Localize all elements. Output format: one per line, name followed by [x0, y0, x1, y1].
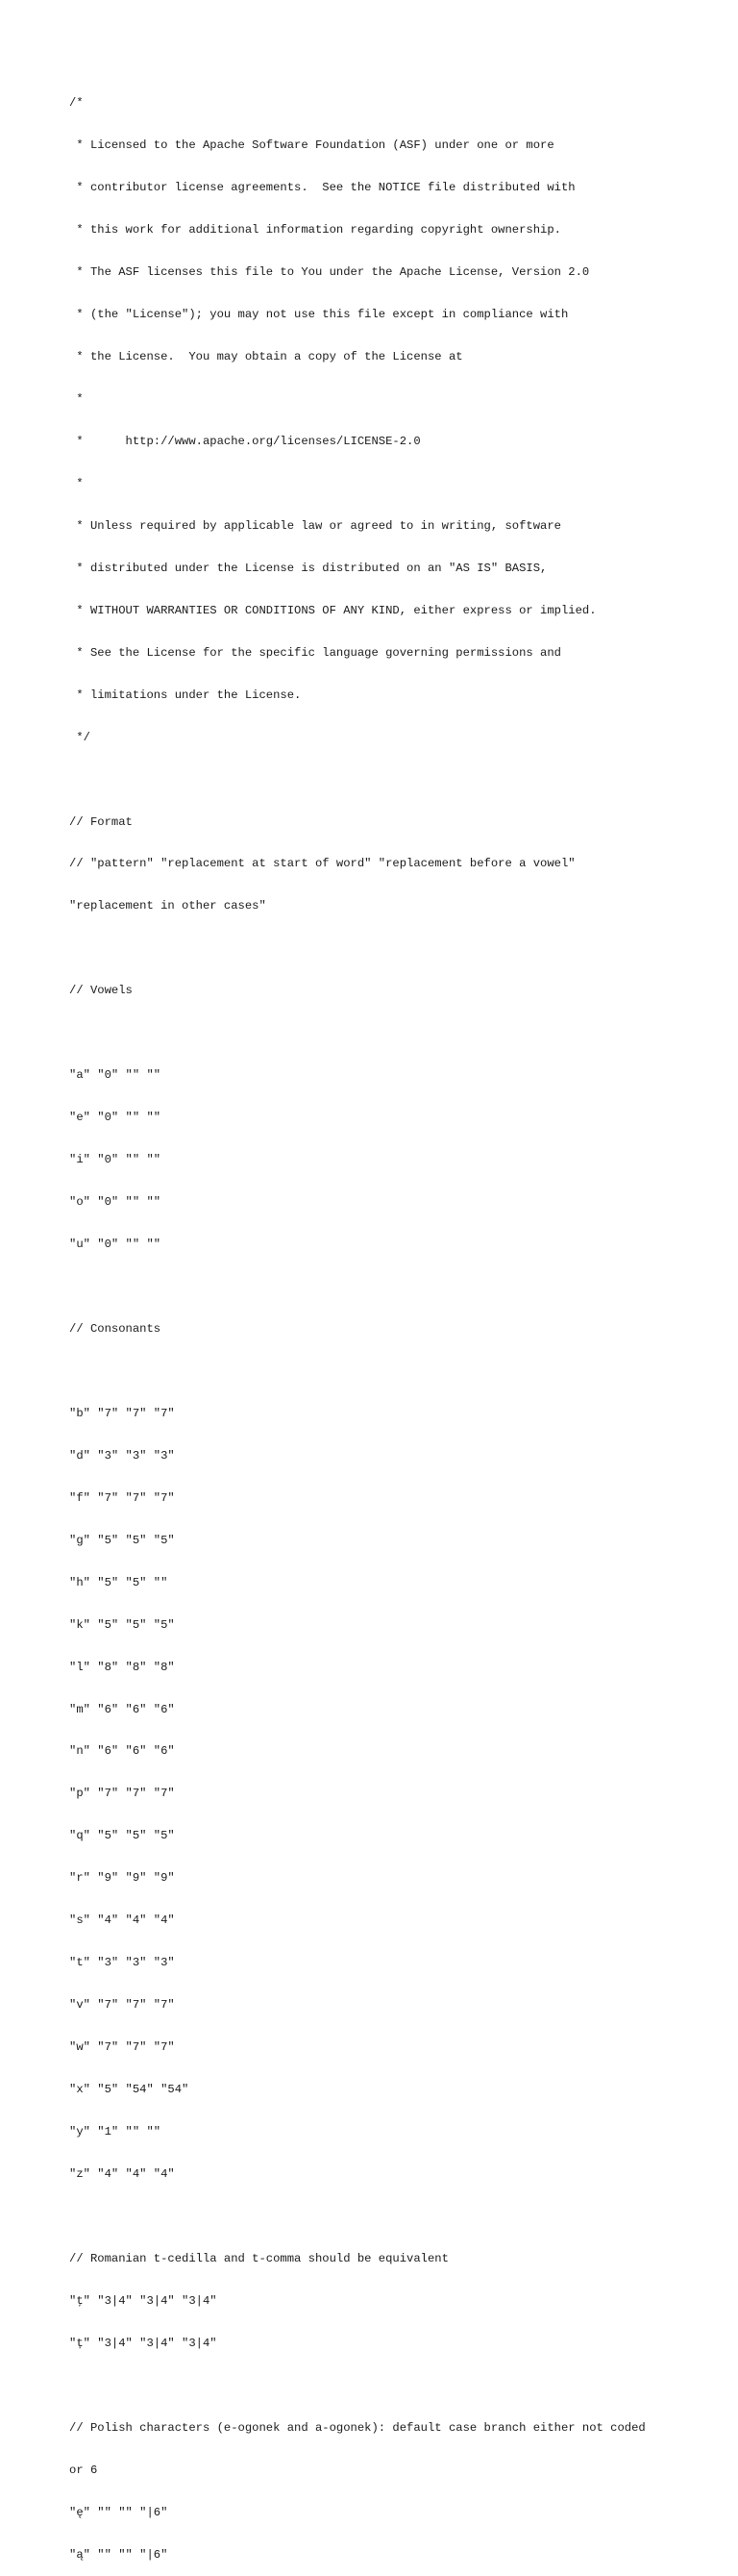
rule-row: "u" "0" "" "" [69, 1238, 161, 1252]
rule-row: "y" "1" "" "" [69, 2125, 161, 2139]
rule-row: "p" "7" "7" "7" [69, 1787, 175, 1801]
license-line: * The ASF licenses this file to You under the Apache License, Version 2.0 [69, 265, 590, 280]
blank-line [69, 1364, 684, 1379]
section-heading-consonants: // Consonants [69, 1321, 161, 1336]
license-line: * [69, 391, 84, 406]
format-description: // "pattern" "replacement at start of word" "replacement before a vowel" [69, 857, 576, 871]
rule-row: "s" "4" "4" "4" [69, 1913, 175, 1928]
section-heading-romanian: // Romanian t-cedilla and t-comma should be equivalent [69, 2251, 449, 2265]
license-line: * this work for additional information regarding copyright ownership. [69, 223, 561, 238]
rule-row: "f" "7" "7" "7" [69, 1490, 175, 1505]
rule-row: "k" "5" "5" "5" [69, 1617, 175, 1632]
license-line: * (the "License"); you may not use this file except in compliance with [69, 308, 569, 322]
rule-row: "q" "5" "5" "5" [69, 1829, 175, 1843]
blank-line [69, 773, 684, 788]
rule-row: "o" "0" "" "" [69, 1195, 161, 1210]
license-line: * Unless required by applicable law or agreed to in writing, software [69, 518, 561, 533]
comment-open: /* [69, 96, 84, 111]
license-line: * distributed under the License is distributed on an "AS IS" BASIS, [69, 561, 548, 575]
format-description: "replacement in other cases" [69, 899, 266, 913]
license-line: * limitations under the License. [69, 688, 302, 702]
license-line: * the License. You may obtain a copy of the License at [69, 350, 463, 364]
document-text [69, 68, 684, 2576]
license-line: * contributor license agreements. See the NOTICE file distributed with [69, 181, 576, 195]
license-url: * http://www.apache.org/licenses/LICENSE-2.0 [69, 434, 421, 448]
license-line: * Licensed to the Apache Software Foundation (ASF) under one or more [69, 138, 554, 153]
rule-row: "e" "0" "" "" [69, 1111, 161, 1125]
rule-row: "ę" "" "" "|6" [69, 2505, 168, 2519]
rule-row: "ţ" "3|4" "3|4" "3|4" [69, 2293, 217, 2308]
rule-row: "n" "6" "6" "6" [69, 1744, 175, 1759]
section-heading-format: // Format [69, 814, 133, 829]
blank-line [69, 2210, 684, 2224]
rule-row: "l" "8" "8" "8" [69, 1660, 175, 1674]
rule-row: "b" "7" "7" "7" [69, 1406, 175, 1420]
rule-row: "r" "9" "9" "9" [69, 1871, 175, 1886]
blank-line [69, 941, 684, 956]
rule-row: "d" "3" "3" "3" [69, 1448, 175, 1463]
rule-row: "ą" "" "" "|6" [69, 2547, 168, 2562]
license-line: * [69, 476, 84, 490]
rule-row: "w" "7" "7" "7" [69, 2040, 175, 2055]
comment-close: */ [69, 730, 90, 744]
rule-row: "i" "0" "" "" [69, 1153, 161, 1167]
rule-row: "z" "4" "4" "4" [69, 2167, 175, 2182]
rule-row: "t" "3" "3" "3" [69, 1956, 175, 1970]
blank-line [69, 2379, 684, 2393]
section-heading-vowels: // Vowels [69, 984, 133, 998]
rule-row: "x" "5" "54" "54" [69, 2083, 189, 2097]
section-heading-polish: // Polish characters (e-ogonek and a-ogonek): default case branch either not coded [69, 2420, 646, 2435]
rule-row: "g" "5" "5" "5" [69, 1533, 175, 1547]
rule-row: "h" "5" "5" "" [69, 1575, 168, 1589]
license-line: * See the License for the specific language governing permissions and [69, 645, 561, 660]
license-line: * WITHOUT WARRANTIES OR CONDITIONS OF ANY KIND, either express or implied. [69, 603, 597, 617]
rule-row: "ț" "3|4" "3|4" "3|4" [69, 2336, 217, 2350]
blank-line [69, 1280, 684, 1294]
rule-row: "m" "6" "6" "6" [69, 1702, 175, 1716]
section-heading-polish: or 6 [69, 2463, 98, 2477]
rule-row: "a" "0" "" "" [69, 1068, 161, 1083]
rule-row: "v" "7" "7" "7" [69, 1998, 175, 2013]
blank-line [69, 1026, 684, 1040]
